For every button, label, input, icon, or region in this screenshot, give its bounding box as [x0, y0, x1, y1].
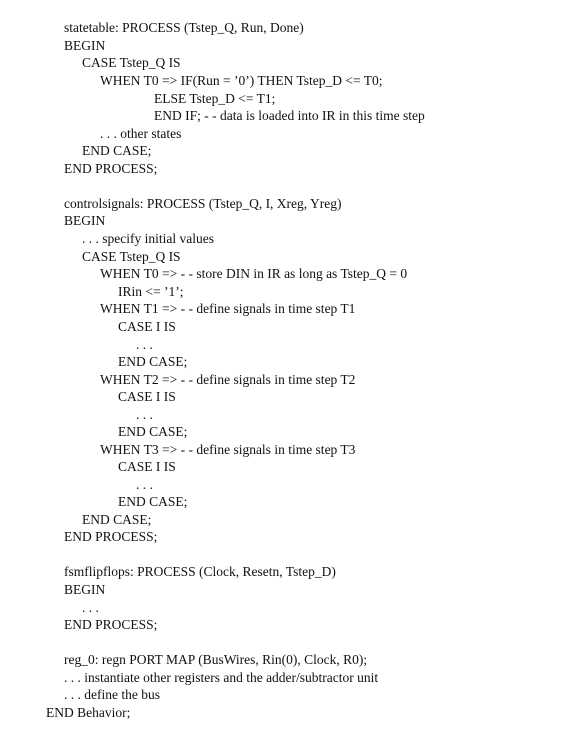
code-line: WHEN T2 => - - define signals in time step T2	[100, 372, 356, 387]
code-line: END PROCESS;	[64, 161, 158, 176]
code-line: CASE Tstep_Q IS	[82, 249, 181, 264]
code-line: CASE I IS	[118, 389, 176, 404]
code-line: . . . instantiate other registers and the adder/subtractor unit	[64, 670, 379, 685]
code-line: END IF; - - data is loaded into IR in this time step	[154, 108, 425, 123]
code-line: CASE I IS	[118, 459, 176, 474]
code-line: END CASE;	[82, 512, 152, 527]
code-line: END CASE;	[82, 143, 152, 158]
code-line: WHEN T0 => IF(Run = ’0’) THEN Tstep_D <= T0;	[100, 73, 383, 88]
code-line: BEGIN	[64, 582, 106, 597]
code-line: WHEN T0 => - - store DIN in IR as long as Tstep_Q = 0	[100, 266, 408, 281]
code-line: . . .	[82, 600, 99, 615]
code-line: WHEN T3 => - - define signals in time step T3	[100, 442, 356, 457]
code-line: END CASE;	[118, 424, 188, 439]
code-line: ELSE Tstep_D <= T1;	[154, 91, 276, 106]
code-line: BEGIN	[64, 38, 106, 53]
code-line: CASE I IS	[118, 319, 176, 334]
code-line: . . .	[136, 337, 153, 352]
code-line: controlsignals: PROCESS (Tstep_Q, I, Xreg, Yreg)	[64, 196, 342, 211]
code-line: END PROCESS;	[64, 617, 158, 632]
code-line: statetable: PROCESS (Tstep_Q, Run, Done)	[64, 20, 304, 35]
code-line: END CASE;	[118, 354, 188, 369]
code-line: . . . other states	[100, 126, 182, 141]
code-line: WHEN T1 => - - define signals in time step T1	[100, 301, 356, 316]
code-line: END Behavior;	[46, 705, 131, 720]
code-line: END CASE;	[118, 494, 188, 509]
code-line: CASE Tstep_Q IS	[82, 55, 181, 70]
code-line: . . . define the bus	[64, 687, 160, 702]
code-line: fsmflipflops: PROCESS (Clock, Resetn, Tstep_D)	[64, 564, 336, 579]
code-line: BEGIN	[64, 213, 106, 228]
code-line: . . .	[136, 407, 153, 422]
code-line: END PROCESS;	[64, 529, 158, 544]
code-line: . . . specify initial values	[82, 231, 214, 246]
code-line: IRin <= ’1’;	[118, 284, 184, 299]
code-line: . . .	[136, 477, 153, 492]
code-line: reg_0: regn PORT MAP (BusWires, Rin(0), Clock, R0);	[64, 652, 368, 667]
